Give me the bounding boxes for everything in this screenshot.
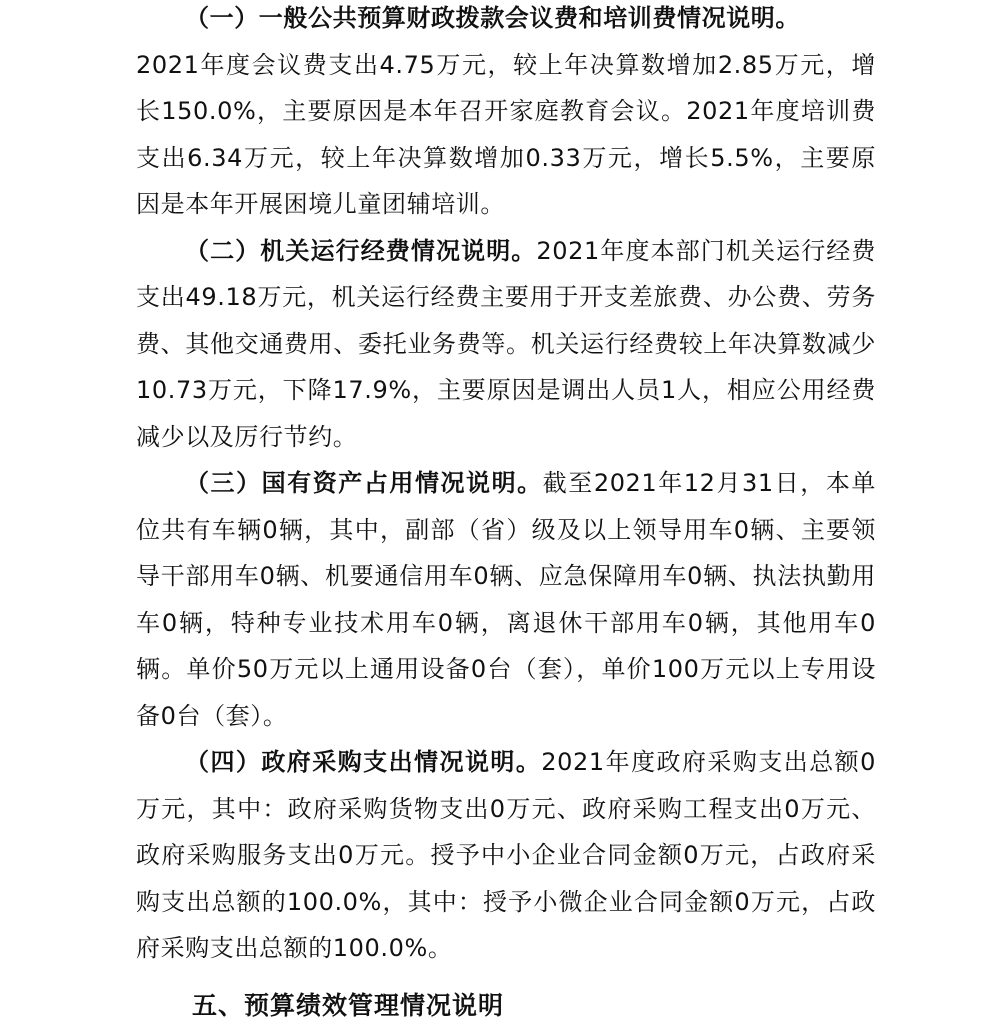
paragraph-state-assets [136,460,876,739]
paragraph-meeting-training-fees [136,0,876,228]
section-heading: 五、预算绩效管理情况说明 [192,991,505,1020]
paragraph-text: 截至2021年12月31日，本单位共有车辆0辆，其中，副部（省）级及以上领导用车0辆、主要领导干部用车0辆、机要通信用车0辆、应急保障用车0辆、执法执勤用车0辆，特种专业技术用车0辆，离退休干部用车0辆，其他用车0辆。单价50万元以上通用设备0台（套），单价100万元以上专用设备0台（套）。 [136,469,876,730]
document-body [136,0,877,1020]
paragraph-heading: （四）政府采购支出情况说明。 [185,748,542,776]
paragraph-operating-expenses [136,228,876,461]
paragraph-heading: （三）国有资产占用情况说明。 [185,469,543,497]
paragraph-heading: （一）一般公共预算财政拨款会议费和培训费情况说明。 [185,4,800,32]
paragraph-text: 2021年度政府采购支出总额0万元，其中：政府采购货物支出0万元、政府采购工程支出0万元、政府采购服务支出0万元。授予中小企业合同金额0万元，占政府采购支出总额的100.0%，其中：授予小微企业合同金额0万元，占政府采购支出总额的100.0%。 [136,748,876,962]
paragraph-text: 2021年度会议费支出4.75万元，较上年决算数增加2.85万元，增长150.0%，主要原因是本年召开家庭教育会议。2021年度培训费支出6.34万元，较上年决算数增加0.33万元，增长5.5%，主要原因是本年开展困境儿童团辅培训。 [136,50,876,218]
paragraph-heading: （二）机关运行经费情况说明。 [185,236,537,265]
paragraph-government-procurement [136,739,876,972]
paragraph-text: 2021年度本部门机关运行经费支出49.18万元，机关运行经费主要用于开支差旅费、办公费、劳务费、其他交通费用、委托业务费等。机关运行经费较上年决算数减少10.73万元，下降17.9%，主要原因是调出人员1人，相应公用经费减少以及厉行节约。 [136,236,877,451]
